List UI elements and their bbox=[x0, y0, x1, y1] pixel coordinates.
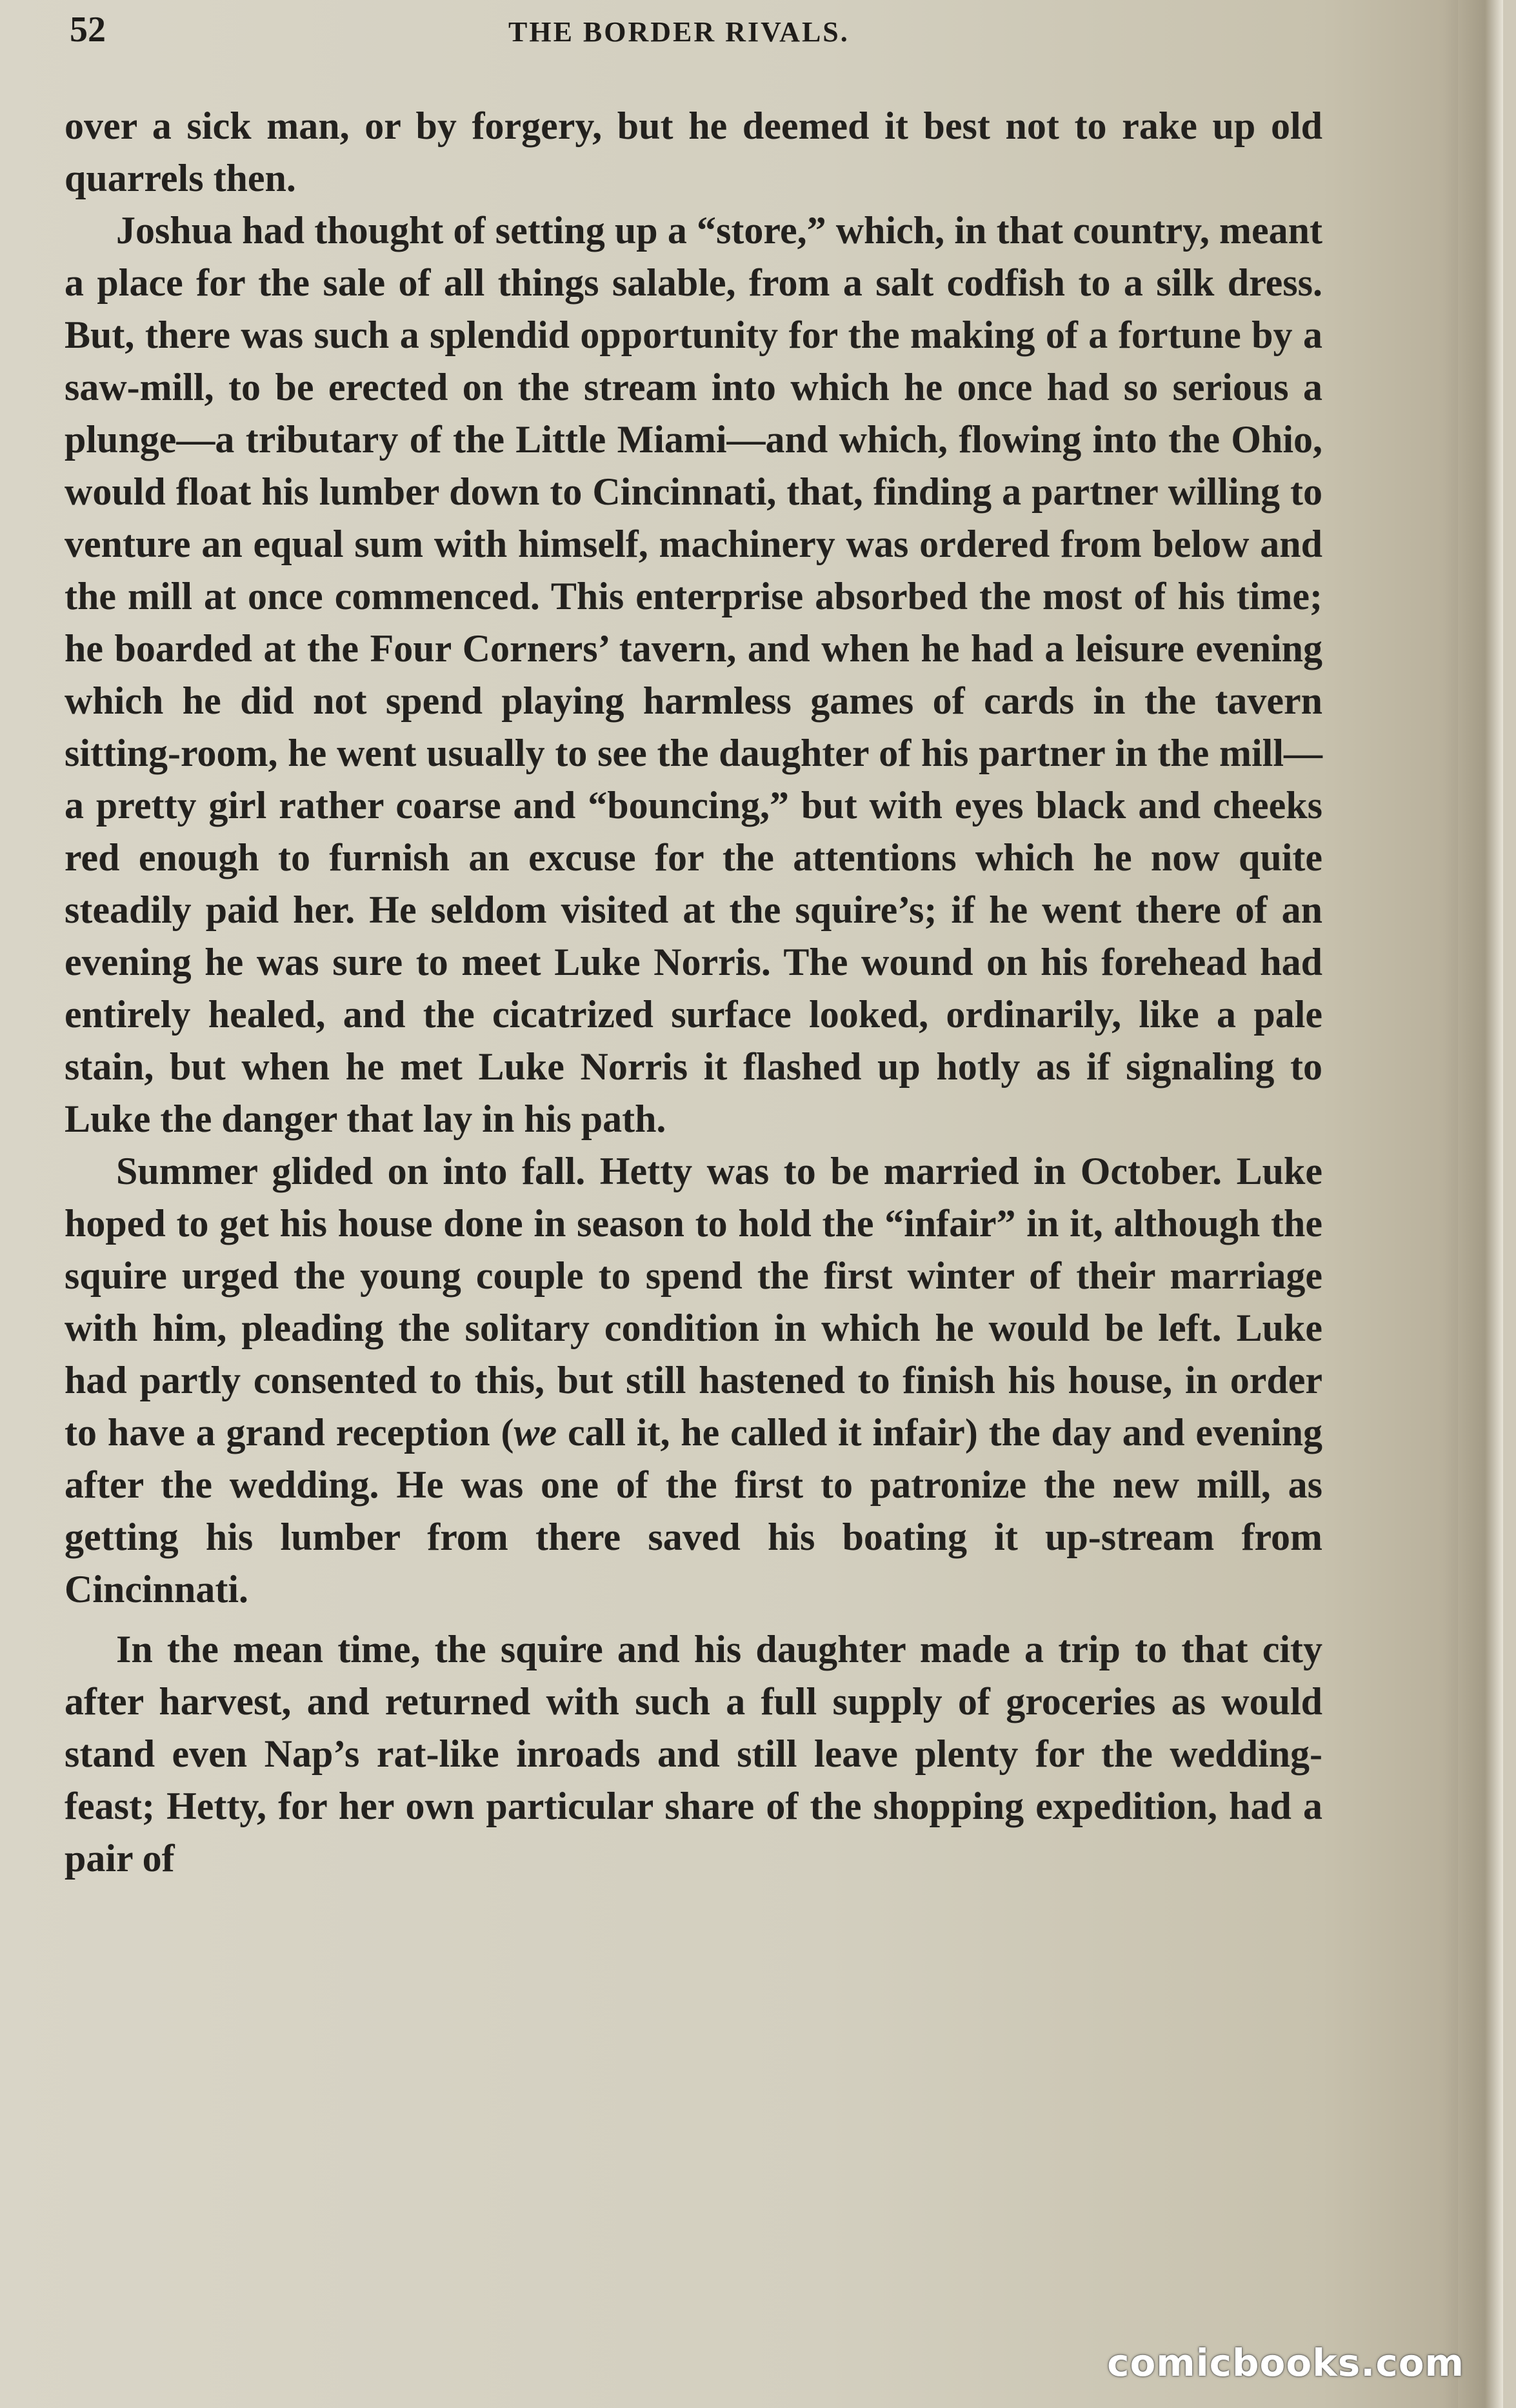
page-header bbox=[70, 9, 1328, 54]
paragraph-3-end: call it, he called it infair) the day and evening after the wedding. He was one of the first to patronize the new mill, as getting his lumber from there saved his boating it up-stream from Cincinnati. bbox=[65, 1411, 1322, 1610]
paragraph-3-italic: we bbox=[514, 1411, 557, 1454]
paragraph-1: over a sick man, or by forgery, but he deemed it best not to rake up old quarrels then. bbox=[65, 105, 1322, 199]
running-title: THE BORDER RIVALS. bbox=[508, 16, 850, 48]
page-edge bbox=[1458, 0, 1503, 2408]
paragraph-2: Joshua had thought of setting up a “store,” which, in that country, meant a place for the sale of all things salable, from a salt codfish to a silk dress. But, there was such a splendid opportunity for the making of a fortune by a saw-mill, to be erected on the stream into which he once had so serious a plunge—a tributary of the Little Miami—and which, flowing into the Ohio, would float his lumber down to Cincinnati, that, finding a partner willing to venture an equal sum with himself, machinery was ordered from below and the mill at once commenced. This enterprise absorbed the most of his time; he boarded at the Four Corners’ tavern, and when he had a leisure evening which he did not spend playing harmless games of cards in the tavern sitting-room, he went usually to see the daughter of his partner in the mill—a pretty girl rather coarse and “bouncing,” but with eyes black and cheeks red enough to furnish an excuse for the attentions which he now quite steadily paid her. He seldom visited at the squire’s; if he went there of an evening he was sure to meet Luke Norris. The wound on his forehead had entirely healed, and the cicatrized surface looked, ordinarily, like a pale stain, but when he met Luke Norris it flashed up hotly as if signaling to Luke the danger that lay in his path. bbox=[65, 209, 1322, 1140]
paragraph-4: In the mean time, the squire and his daughter made a trip to that city after harvest, and returned with such a full supply of groceries as would stand even Nap’s rat-like inroads and still leave plenty for the wedding-feast; Hetty, for her own particular share of the shopping expedition, had a pair of bbox=[65, 1628, 1322, 1880]
paragraph-3 bbox=[65, 1145, 1322, 1616]
body-text bbox=[65, 100, 1322, 1885]
page-number: 52 bbox=[70, 10, 106, 50]
watermark: comicbooks.com bbox=[1107, 2341, 1464, 2385]
paragraph-3-start: Summer glided on into fall. Hetty was to be married in October. Luke hoped to get his house done in season to hold the “infair” in it, although the squire urged the young couple to spend the first winter of their marriage with him, pleading the solitary condition in which he would be left. Luke had partly consented to this, but still hastened to finish his house, in order to have a grand reception ( bbox=[65, 1150, 1322, 1454]
